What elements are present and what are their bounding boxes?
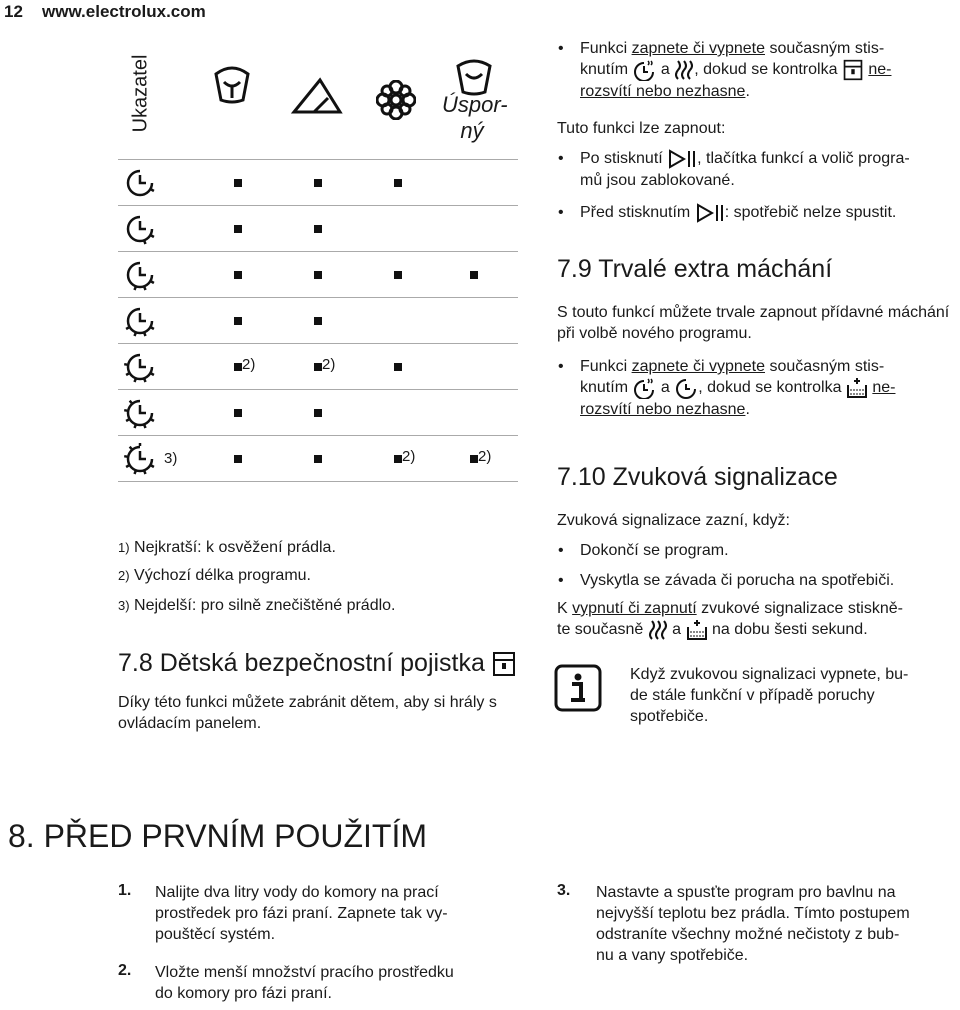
section-7-10-title: 7.10 Zvuková signalizace xyxy=(557,463,838,491)
section-7-9-title: 7.9 Trvalé extra máchání xyxy=(557,255,833,283)
row-note: 3) xyxy=(164,450,178,467)
sound-toggle-text: K vypnutí či zapnutí zvukové signalizace stiskně- te současně a na dobu šesti sekund. xyxy=(557,598,957,641)
indicator-mark xyxy=(394,455,402,463)
table-row xyxy=(118,252,518,298)
indicator-table xyxy=(118,40,518,528)
footnote-3: 3) Nejdelší: pro silně znečištěné prádlo. xyxy=(118,597,396,614)
step-1-number: 1. xyxy=(118,882,132,899)
footnote-1: 1) Nejkratší: k osvěžení prádla. xyxy=(118,539,336,556)
bullet-rinse-toggle: • Funkci zapnete či vypnete současným stis- knutím a , dokud se kontrolka ne- rozsvítí nebo nezhasne. xyxy=(580,356,956,420)
indicator-mark xyxy=(234,409,242,417)
steam-timer-icon xyxy=(632,377,656,399)
start-pause-icon xyxy=(667,148,697,170)
cotton-icon xyxy=(210,60,254,104)
timer-5-icon xyxy=(124,349,158,385)
table-header xyxy=(118,40,518,160)
bullet-program-end: • Dokončí se program. xyxy=(580,540,729,561)
indicator-mark xyxy=(394,271,402,279)
step-2-number: 2. xyxy=(118,962,132,979)
indicator-mark xyxy=(234,179,242,187)
step-2-text: Vložte menší množství pracího prostředku do komory pro fázi praní. xyxy=(155,964,454,1002)
indicator-mark xyxy=(234,317,242,325)
table-row xyxy=(118,390,518,436)
table-row xyxy=(118,206,518,252)
timer-icon xyxy=(674,377,698,399)
info-icon xyxy=(554,664,602,712)
delicates-icon xyxy=(376,80,416,120)
timer-1-icon xyxy=(124,165,158,201)
section-7-8-body: Díky této funkci můžete zabránit dětem, aby si hrály s ovládacím panelem. xyxy=(118,694,497,732)
table-row xyxy=(118,436,518,482)
bullet-before-start: • Před stisknutím : spotřebič nelze spustit. xyxy=(580,202,956,224)
extra-rinse-icon xyxy=(846,377,868,399)
section-7-9-body: S touto funkcí můžete trvale zapnout přídavné máchání při volbě nového programu. xyxy=(557,304,950,342)
step-3-number: 3. xyxy=(557,882,571,899)
header-label: Ukazatel xyxy=(129,54,152,133)
child-lock-icon xyxy=(842,59,864,81)
steam-icon xyxy=(648,619,668,641)
mark-note: 2) xyxy=(322,356,336,373)
indicator-mark xyxy=(394,363,402,371)
indicator-mark xyxy=(234,271,242,279)
indicator-mark xyxy=(314,455,322,463)
start-pause-icon xyxy=(695,202,725,224)
indicator-mark xyxy=(470,271,478,279)
bullet-lock-toggle: • Funkci zapnete či vypnete současným stis- knutím a , dokud se kontrolka ne- rozsvítí nebo nezhasne. xyxy=(580,38,956,102)
can-enable-text: Tuto funkci lze zapnout: xyxy=(557,120,726,137)
table-row xyxy=(118,160,518,206)
section-7-8-title: 7.8 Dětská bezpečnostní pojistka xyxy=(118,648,518,678)
synthetics-icon xyxy=(290,76,344,116)
indicator-mark xyxy=(234,363,242,371)
indicator-mark xyxy=(234,225,242,233)
indicator-mark xyxy=(470,455,478,463)
page-number: 12 xyxy=(4,2,23,21)
bullet-fault: • Vyskytla se závada či porucha na spotřebiči. xyxy=(580,570,894,591)
bullet-after-start: • Po stisknutí , tlačítka funkcí a volič progra- mů jsou zablokované. xyxy=(580,148,956,191)
indicator-mark xyxy=(234,455,242,463)
section-7-10-intro: Zvuková signalizace zazní, když: xyxy=(557,512,790,529)
indicator-mark xyxy=(394,179,402,187)
indicator-mark xyxy=(314,363,322,371)
site-url: www.electrolux.com xyxy=(42,2,206,21)
timer-2-icon xyxy=(124,211,158,247)
indicator-mark xyxy=(314,409,322,417)
mark-note: 2) xyxy=(242,356,256,373)
indicator-mark xyxy=(314,179,322,187)
mark-note: 2) xyxy=(402,448,416,465)
step-3-text: Nastavte a spusťte program pro bavlnu na nejvyšší teplotu bez prádla. Tímto postupem odstraníte všechny možné nečistoty z bub- nu a vany spotřebiče. xyxy=(596,884,910,964)
footnote-2: 2) Výchozí délka programu. xyxy=(118,567,311,584)
table-row xyxy=(118,344,518,390)
eco-label: Úspor- ný xyxy=(442,92,508,143)
child-lock-icon xyxy=(492,651,516,677)
steam-icon xyxy=(674,59,694,81)
steam-timer-icon xyxy=(632,59,656,81)
indicator-mark xyxy=(314,317,322,325)
extra-rinse-icon xyxy=(686,619,708,641)
table-row xyxy=(118,298,518,344)
timer-3-icon xyxy=(124,257,158,293)
timer-4-icon xyxy=(124,303,158,339)
timer-6-icon xyxy=(124,395,158,431)
info-note: Když zvukovou signalizaci vypnete, bu- de stále funkční v případě poruchy spotřebiče. xyxy=(630,666,909,725)
step-1-text: Nalijte dva litry vody do komory na prací prostředek pro fázi praní. Zapnete tak vy- pouštěcí systém. xyxy=(155,884,448,943)
section-8-title: 8. PŘED PRVNÍM POUŽITÍM xyxy=(8,818,428,854)
indicator-mark xyxy=(314,271,322,279)
timer-7-icon xyxy=(124,441,158,477)
mark-note: 2) xyxy=(478,448,492,465)
indicator-mark xyxy=(314,225,322,233)
